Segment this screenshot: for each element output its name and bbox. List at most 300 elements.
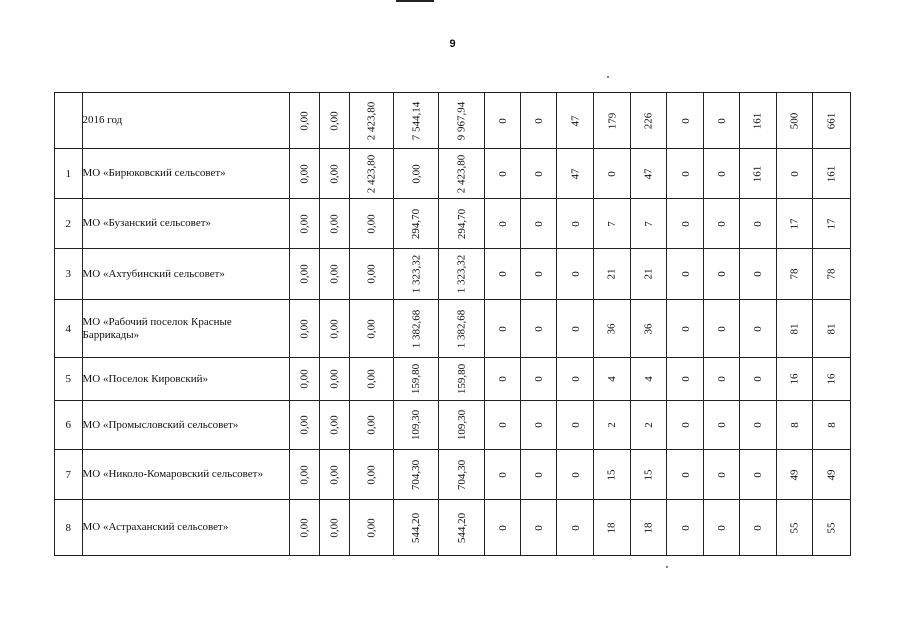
value-text: 0 bbox=[532, 117, 545, 124]
value-cell bbox=[290, 149, 320, 199]
value-text: 0 bbox=[605, 170, 618, 177]
value-text: 0 bbox=[715, 524, 728, 531]
value-text: 0 bbox=[715, 170, 728, 177]
value-text: 0 bbox=[715, 271, 728, 277]
value-text: 1 382,68 bbox=[410, 309, 423, 348]
value-cell bbox=[776, 358, 813, 401]
value-cell bbox=[557, 149, 594, 199]
value-text: 49 bbox=[788, 469, 801, 480]
value-text: 0,00 bbox=[410, 163, 423, 184]
value-text: 161 bbox=[751, 112, 764, 129]
value-cell bbox=[739, 149, 776, 199]
row-number: 2 bbox=[55, 199, 83, 249]
value-cell bbox=[667, 358, 704, 401]
value-cell bbox=[520, 300, 557, 358]
value-cell bbox=[630, 450, 667, 500]
value-cell bbox=[667, 450, 704, 500]
value-cell bbox=[667, 249, 704, 300]
value-cell bbox=[520, 450, 557, 500]
value-text: 0 bbox=[715, 117, 728, 124]
value-text: 0 bbox=[751, 376, 764, 382]
value-cell bbox=[349, 249, 394, 300]
value-cell bbox=[630, 500, 667, 556]
value-text: 0,00 bbox=[328, 213, 341, 234]
value-cell bbox=[520, 199, 557, 249]
value-cell bbox=[739, 300, 776, 358]
municipality-name: МО «Бузанский сельсовет» bbox=[82, 199, 290, 249]
value-text: 0 bbox=[679, 471, 692, 478]
value-cell bbox=[557, 199, 594, 249]
value-text: 21 bbox=[642, 268, 655, 280]
value-text: 0 bbox=[569, 524, 582, 531]
value-cell bbox=[630, 149, 667, 199]
table-row bbox=[55, 500, 851, 556]
value-cell bbox=[394, 500, 439, 556]
value-text: 0,00 bbox=[365, 213, 378, 234]
value-cell bbox=[739, 249, 776, 300]
value-text: 0,00 bbox=[328, 464, 341, 485]
municipality-name: МО «Ахтубинский сельсовет» bbox=[82, 249, 290, 300]
row-number: 7 bbox=[55, 450, 83, 500]
value-cell bbox=[394, 358, 439, 401]
value-cell bbox=[439, 450, 485, 500]
value-cell bbox=[557, 358, 594, 401]
value-text: 500 bbox=[788, 112, 801, 129]
value-text: 47 bbox=[642, 168, 655, 179]
value-text: 0,00 bbox=[365, 517, 378, 538]
value-text: 47 bbox=[569, 115, 582, 126]
value-text: 36 bbox=[605, 323, 618, 334]
value-cell bbox=[776, 300, 813, 358]
value-text: 0 bbox=[679, 376, 692, 382]
value-cell bbox=[667, 401, 704, 450]
value-text: 109,30 bbox=[410, 409, 423, 441]
value-text: 0,00 bbox=[328, 318, 341, 339]
value-cell bbox=[319, 401, 349, 450]
value-text: 49 bbox=[825, 469, 838, 480]
value-text: 544,20 bbox=[410, 512, 423, 543]
value-cell bbox=[319, 358, 349, 401]
value-text: 1 323,32 bbox=[410, 254, 423, 294]
value-cell bbox=[739, 500, 776, 556]
value-cell bbox=[739, 401, 776, 450]
municipality-name: МО «Бирюковский сельсовет» bbox=[82, 149, 290, 199]
value-text: 0 bbox=[569, 422, 582, 428]
value-text: 0 bbox=[532, 170, 545, 177]
value-cell bbox=[630, 249, 667, 300]
value-cell bbox=[349, 149, 394, 199]
value-cell bbox=[594, 358, 631, 401]
row-number: 1 bbox=[55, 149, 83, 199]
value-cell bbox=[485, 149, 521, 199]
value-text: 0 bbox=[751, 471, 764, 478]
value-text: 159,80 bbox=[410, 363, 423, 395]
top-scan-mark bbox=[396, 0, 434, 2]
value-text: 0 bbox=[496, 170, 509, 177]
value-text: 7 544,14 bbox=[410, 101, 423, 140]
value-cell bbox=[349, 500, 394, 556]
value-text: 0,00 bbox=[328, 415, 341, 435]
value-cell bbox=[319, 500, 349, 556]
value-cell bbox=[485, 401, 521, 450]
value-cell bbox=[485, 500, 521, 556]
value-text: 8 bbox=[788, 422, 801, 428]
value-cell bbox=[520, 358, 557, 401]
value-cell bbox=[485, 358, 521, 401]
value-text: 18 bbox=[605, 522, 618, 533]
table-row bbox=[55, 401, 851, 450]
value-text: 0 bbox=[496, 271, 509, 277]
value-text: 0,00 bbox=[365, 415, 378, 435]
value-text: 15 bbox=[605, 469, 618, 480]
value-cell bbox=[394, 249, 439, 300]
row-number: 8 bbox=[55, 500, 83, 556]
value-text: 0,00 bbox=[365, 264, 378, 284]
value-cell bbox=[557, 401, 594, 450]
value-text: 7 bbox=[605, 220, 618, 227]
value-text: 0,00 bbox=[365, 318, 378, 339]
value-text: 0 bbox=[751, 271, 764, 277]
value-cell bbox=[520, 249, 557, 300]
value-cell bbox=[349, 300, 394, 358]
value-text: 0 bbox=[496, 471, 509, 478]
value-cell bbox=[667, 300, 704, 358]
municipality-name: МО «Николо-Комаровский сельсовет» bbox=[82, 450, 290, 500]
value-text: 2 423,80 bbox=[365, 101, 378, 140]
value-cell bbox=[776, 249, 813, 300]
value-text: 0 bbox=[496, 220, 509, 227]
row-number: 5 bbox=[55, 358, 83, 401]
value-cell bbox=[813, 300, 851, 358]
value-cell bbox=[439, 249, 485, 300]
value-cell bbox=[739, 358, 776, 401]
value-text: 294,70 bbox=[455, 208, 468, 239]
value-text: 81 bbox=[788, 323, 801, 334]
value-text: 2 423,80 bbox=[455, 154, 468, 193]
value-cell bbox=[594, 450, 631, 500]
scan-speck bbox=[666, 566, 668, 568]
value-cell bbox=[319, 149, 349, 199]
value-text: 2 bbox=[605, 422, 618, 428]
value-cell bbox=[630, 93, 667, 149]
value-text: 81 bbox=[825, 323, 838, 334]
value-text: 0 bbox=[569, 271, 582, 277]
value-cell bbox=[485, 199, 521, 249]
value-text: 0 bbox=[751, 220, 764, 227]
value-cell bbox=[704, 199, 740, 249]
value-cell bbox=[394, 199, 439, 249]
value-cell bbox=[439, 500, 485, 556]
value-text: 0,00 bbox=[298, 163, 311, 184]
row-number bbox=[55, 93, 83, 149]
value-cell bbox=[485, 249, 521, 300]
value-cell bbox=[520, 401, 557, 450]
value-cell bbox=[813, 450, 851, 500]
value-cell bbox=[667, 500, 704, 556]
value-text: 0,00 bbox=[328, 517, 341, 538]
value-text: 161 bbox=[825, 165, 838, 182]
value-text: 0,00 bbox=[298, 464, 311, 485]
value-text: 0,00 bbox=[298, 318, 311, 339]
value-cell bbox=[439, 199, 485, 249]
value-cell bbox=[349, 358, 394, 401]
value-text: 0,00 bbox=[365, 369, 378, 389]
row-number: 4 bbox=[55, 300, 83, 358]
value-cell bbox=[739, 93, 776, 149]
value-cell bbox=[776, 149, 813, 199]
value-text: 0 bbox=[715, 422, 728, 428]
value-text: 0,00 bbox=[298, 369, 311, 389]
value-text: 661 bbox=[825, 112, 838, 129]
value-cell bbox=[557, 93, 594, 149]
value-text: 17 bbox=[825, 218, 838, 229]
value-cell bbox=[349, 401, 394, 450]
value-cell bbox=[594, 199, 631, 249]
value-text: 0 bbox=[715, 471, 728, 478]
value-text: 0 bbox=[679, 422, 692, 428]
value-cell bbox=[704, 93, 740, 149]
value-cell bbox=[319, 300, 349, 358]
table-row bbox=[55, 249, 851, 300]
value-text: 0 bbox=[679, 524, 692, 531]
value-cell bbox=[667, 93, 704, 149]
value-text: 0 bbox=[715, 325, 728, 332]
value-cell bbox=[349, 199, 394, 249]
value-cell bbox=[813, 500, 851, 556]
value-text: 0,00 bbox=[298, 213, 311, 234]
value-cell bbox=[394, 450, 439, 500]
value-text: 0,00 bbox=[298, 415, 311, 435]
value-text: 21 bbox=[605, 268, 618, 280]
value-cell bbox=[776, 450, 813, 500]
value-cell bbox=[630, 358, 667, 401]
value-text: 0 bbox=[532, 524, 545, 531]
value-cell bbox=[557, 300, 594, 358]
value-cell bbox=[439, 149, 485, 199]
value-text: 0 bbox=[569, 376, 582, 382]
value-cell bbox=[349, 450, 394, 500]
municipality-name: 2016 год bbox=[82, 93, 290, 149]
value-cell bbox=[485, 93, 521, 149]
value-text: 4 bbox=[605, 376, 618, 382]
value-text: 0 bbox=[679, 271, 692, 277]
value-text: 0 bbox=[496, 325, 509, 332]
value-text: 704,30 bbox=[455, 459, 468, 490]
value-cell bbox=[439, 300, 485, 358]
value-cell bbox=[394, 401, 439, 450]
value-text: 17 bbox=[788, 218, 801, 229]
value-cell bbox=[594, 401, 631, 450]
value-text: 544,20 bbox=[455, 512, 468, 543]
value-text: 0 bbox=[569, 220, 582, 227]
municipality-name: МО «Рабочий поселок Красные Баррикады» bbox=[82, 300, 290, 358]
value-text: 78 bbox=[825, 268, 838, 280]
value-cell bbox=[319, 450, 349, 500]
value-text: 55 bbox=[825, 522, 838, 533]
value-cell bbox=[813, 358, 851, 401]
value-cell bbox=[439, 401, 485, 450]
value-text: 0 bbox=[532, 220, 545, 227]
value-text: 0 bbox=[496, 422, 509, 428]
value-text: 704,30 bbox=[410, 459, 423, 490]
value-text: 55 bbox=[788, 522, 801, 533]
value-text: 179 bbox=[605, 112, 618, 129]
value-cell bbox=[630, 401, 667, 450]
value-cell bbox=[594, 93, 631, 149]
value-cell bbox=[776, 401, 813, 450]
value-cell bbox=[594, 249, 631, 300]
table-row bbox=[55, 93, 851, 149]
value-cell bbox=[290, 199, 320, 249]
value-cell bbox=[290, 300, 320, 358]
value-cell bbox=[394, 93, 439, 149]
value-cell bbox=[290, 401, 320, 450]
value-text: 36 bbox=[642, 323, 655, 334]
value-cell bbox=[520, 500, 557, 556]
value-text: 0 bbox=[679, 117, 692, 124]
row-number: 3 bbox=[55, 249, 83, 300]
value-cell bbox=[520, 93, 557, 149]
value-text: 226 bbox=[642, 112, 655, 129]
value-cell bbox=[557, 249, 594, 300]
value-cell bbox=[290, 500, 320, 556]
value-cell bbox=[704, 249, 740, 300]
value-text: 294,70 bbox=[410, 208, 423, 239]
value-cell bbox=[739, 450, 776, 500]
value-text: 0 bbox=[751, 325, 764, 332]
value-text: 7 bbox=[642, 220, 655, 227]
value-cell bbox=[439, 358, 485, 401]
value-text: 18 bbox=[642, 522, 655, 533]
value-text: 2 bbox=[642, 422, 655, 428]
municipality-name: МО «Промысловский сельсовет» bbox=[82, 401, 290, 450]
value-text: 0 bbox=[532, 376, 545, 382]
data-table bbox=[54, 92, 851, 556]
value-text: 0 bbox=[496, 376, 509, 382]
value-cell bbox=[704, 358, 740, 401]
value-text: 0 bbox=[496, 117, 509, 124]
value-cell bbox=[485, 450, 521, 500]
value-text: 0 bbox=[715, 220, 728, 227]
value-text: 0 bbox=[679, 325, 692, 332]
table-row bbox=[55, 300, 851, 358]
value-text: 0 bbox=[532, 271, 545, 277]
value-text: 0 bbox=[679, 220, 692, 227]
table-row bbox=[55, 358, 851, 401]
value-cell bbox=[630, 300, 667, 358]
value-text: 0,00 bbox=[328, 163, 341, 184]
value-text: 0 bbox=[569, 471, 582, 478]
value-cell bbox=[776, 500, 813, 556]
value-cell bbox=[349, 93, 394, 149]
value-text: 0 bbox=[496, 524, 509, 531]
value-text: 0 bbox=[532, 422, 545, 428]
value-cell bbox=[776, 199, 813, 249]
value-cell bbox=[667, 149, 704, 199]
table-row bbox=[55, 199, 851, 249]
row-number: 6 bbox=[55, 401, 83, 450]
value-text: 15 bbox=[642, 469, 655, 480]
value-cell bbox=[813, 249, 851, 300]
value-text: 0,00 bbox=[328, 369, 341, 389]
value-text: 47 bbox=[569, 168, 582, 179]
value-text: 0 bbox=[715, 376, 728, 382]
value-cell bbox=[813, 149, 851, 199]
value-cell bbox=[319, 199, 349, 249]
page-number: 9 bbox=[449, 38, 456, 50]
value-cell bbox=[594, 300, 631, 358]
value-text: 1 323,32 bbox=[455, 254, 468, 294]
value-cell bbox=[594, 500, 631, 556]
value-text: 2 423,80 bbox=[365, 154, 378, 193]
value-cell bbox=[290, 93, 320, 149]
value-cell bbox=[704, 300, 740, 358]
value-text: 0,00 bbox=[298, 110, 311, 131]
value-text: 16 bbox=[825, 373, 838, 385]
municipality-name: МО «Поселок Кировский» bbox=[82, 358, 290, 401]
value-text: 0 bbox=[788, 170, 801, 177]
value-cell bbox=[776, 93, 813, 149]
value-cell bbox=[813, 199, 851, 249]
value-cell bbox=[704, 500, 740, 556]
value-cell bbox=[704, 401, 740, 450]
value-text: 4 bbox=[642, 376, 655, 382]
value-text: 0 bbox=[751, 422, 764, 428]
value-text: 8 bbox=[825, 422, 838, 428]
value-text: 0 bbox=[751, 524, 764, 531]
value-text: 0 bbox=[532, 471, 545, 478]
value-cell bbox=[520, 149, 557, 199]
value-text: 109,30 bbox=[455, 409, 468, 441]
value-text: 16 bbox=[788, 373, 801, 385]
value-cell bbox=[813, 93, 851, 149]
value-text: 78 bbox=[788, 268, 801, 280]
municipality-name: МО «Астраханский сельсовет» bbox=[82, 500, 290, 556]
value-text: 159,80 bbox=[455, 363, 468, 395]
value-cell bbox=[439, 93, 485, 149]
value-cell bbox=[557, 500, 594, 556]
value-cell bbox=[557, 450, 594, 500]
value-text: 0,00 bbox=[298, 264, 311, 284]
value-cell bbox=[704, 450, 740, 500]
value-text: 1 382,68 bbox=[455, 309, 468, 348]
value-text: 0,00 bbox=[298, 517, 311, 538]
value-text: 0 bbox=[569, 325, 582, 332]
value-cell bbox=[394, 149, 439, 199]
value-text: 0 bbox=[532, 325, 545, 332]
value-text: 9 967,94 bbox=[455, 101, 468, 140]
value-text: 161 bbox=[751, 165, 764, 182]
value-cell bbox=[704, 149, 740, 199]
value-cell bbox=[290, 450, 320, 500]
value-text: 0,00 bbox=[328, 110, 341, 131]
value-cell bbox=[319, 249, 349, 300]
value-cell bbox=[394, 300, 439, 358]
table-row bbox=[55, 450, 851, 500]
value-cell bbox=[290, 358, 320, 401]
value-cell bbox=[630, 199, 667, 249]
value-text: 0,00 bbox=[328, 264, 341, 284]
table-row bbox=[55, 149, 851, 199]
value-cell bbox=[485, 300, 521, 358]
value-cell bbox=[594, 149, 631, 199]
value-cell bbox=[290, 249, 320, 300]
value-text: 0 bbox=[679, 170, 692, 177]
value-cell bbox=[813, 401, 851, 450]
value-cell bbox=[319, 93, 349, 149]
value-text: 0,00 bbox=[365, 464, 378, 485]
value-cell bbox=[739, 199, 776, 249]
